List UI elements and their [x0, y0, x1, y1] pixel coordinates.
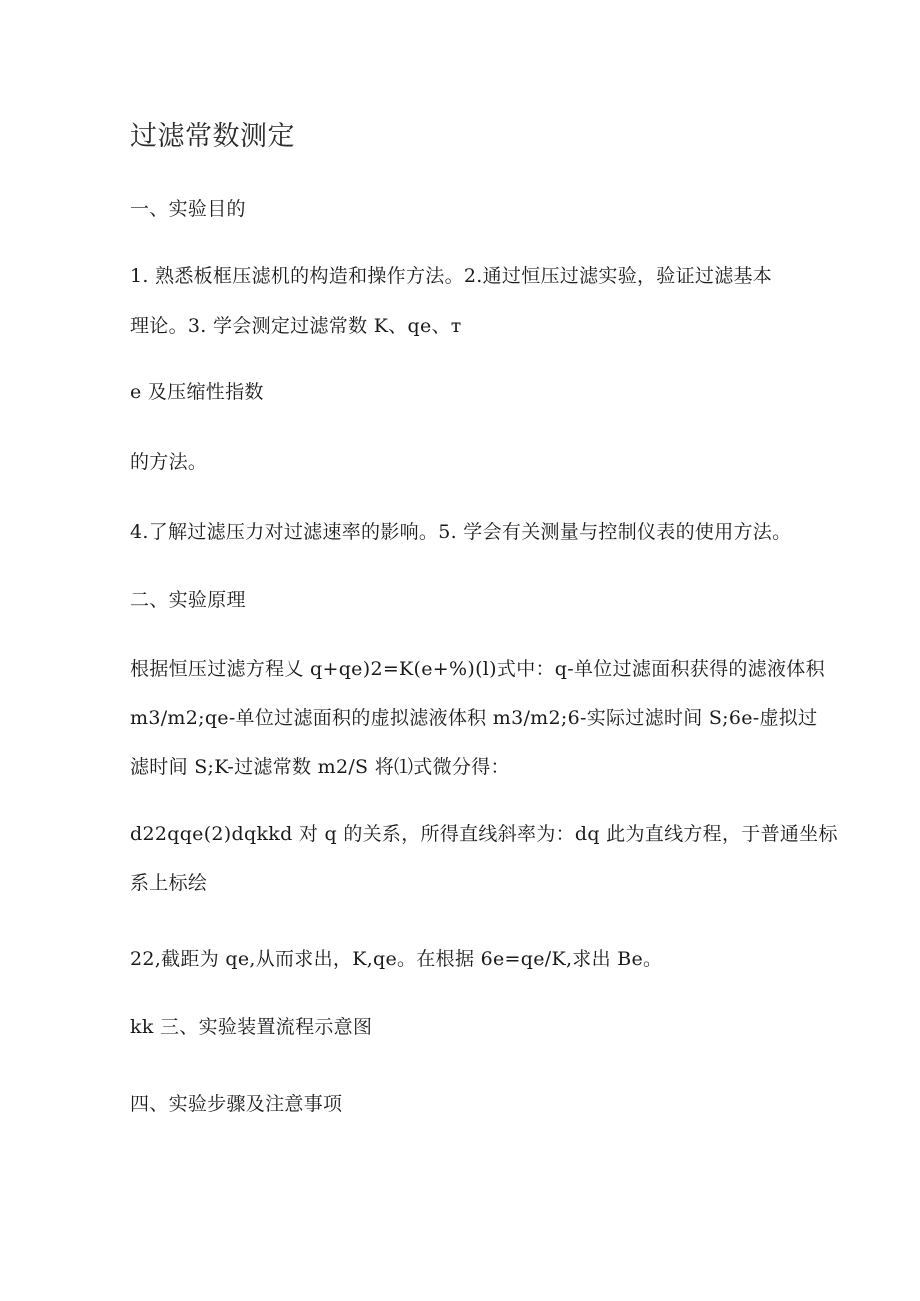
paragraph-line: m3/m2;qe-单位过滤面积的虚拟滤液体积 m3/m2;6-实际过滤时间 S;6e-虚拟过	[130, 707, 818, 729]
paragraph-line: 22,截距为 qe,从而求出，K,qe。在根据 6e=qe∕K,求出 Be。	[130, 948, 663, 970]
paragraph-line: 滤时间 S;K-过滤常数 m2∕S 将⑴式微分得：	[130, 756, 510, 778]
document-title: 过滤常数测定	[130, 121, 295, 152]
paragraph-line: 理论。3. 学会测定过滤常数 K、qe、т	[130, 315, 462, 337]
paragraph-line: e 及压缩性指数	[130, 381, 264, 403]
section-heading-purpose: 一、实验目的	[130, 198, 246, 220]
paragraph-line: 1. 熟悉板框压滤机的构造和操作方法。2.通过恒压过滤实验，验证过滤基本	[130, 265, 773, 287]
paragraph-line: 系上标绘	[130, 872, 208, 894]
section-heading-steps: 四、实验步骤及注意事项	[130, 1093, 343, 1115]
paragraph-line: 4.了解过滤压力对过滤速率的影响。5. 学会有关测量与控制仪表的使用方法。	[130, 521, 792, 543]
section-heading-apparatus: kk 三、实验装置流程示意图	[130, 1016, 373, 1038]
paragraph-line: 的方法。	[130, 451, 208, 473]
paragraph-line: 根据恒压过滤方程乂 q+qe)2=K(e+%)(l)式中：q-单位过滤面积获得的滤液体积	[130, 658, 825, 680]
section-heading-principle: 二、实验原理	[130, 589, 246, 611]
paragraph-line: d22qqe(2)dqkkd 对 q 的关系，所得直线斜率为：dq 此为直线方程，于普通坐标	[130, 823, 838, 845]
